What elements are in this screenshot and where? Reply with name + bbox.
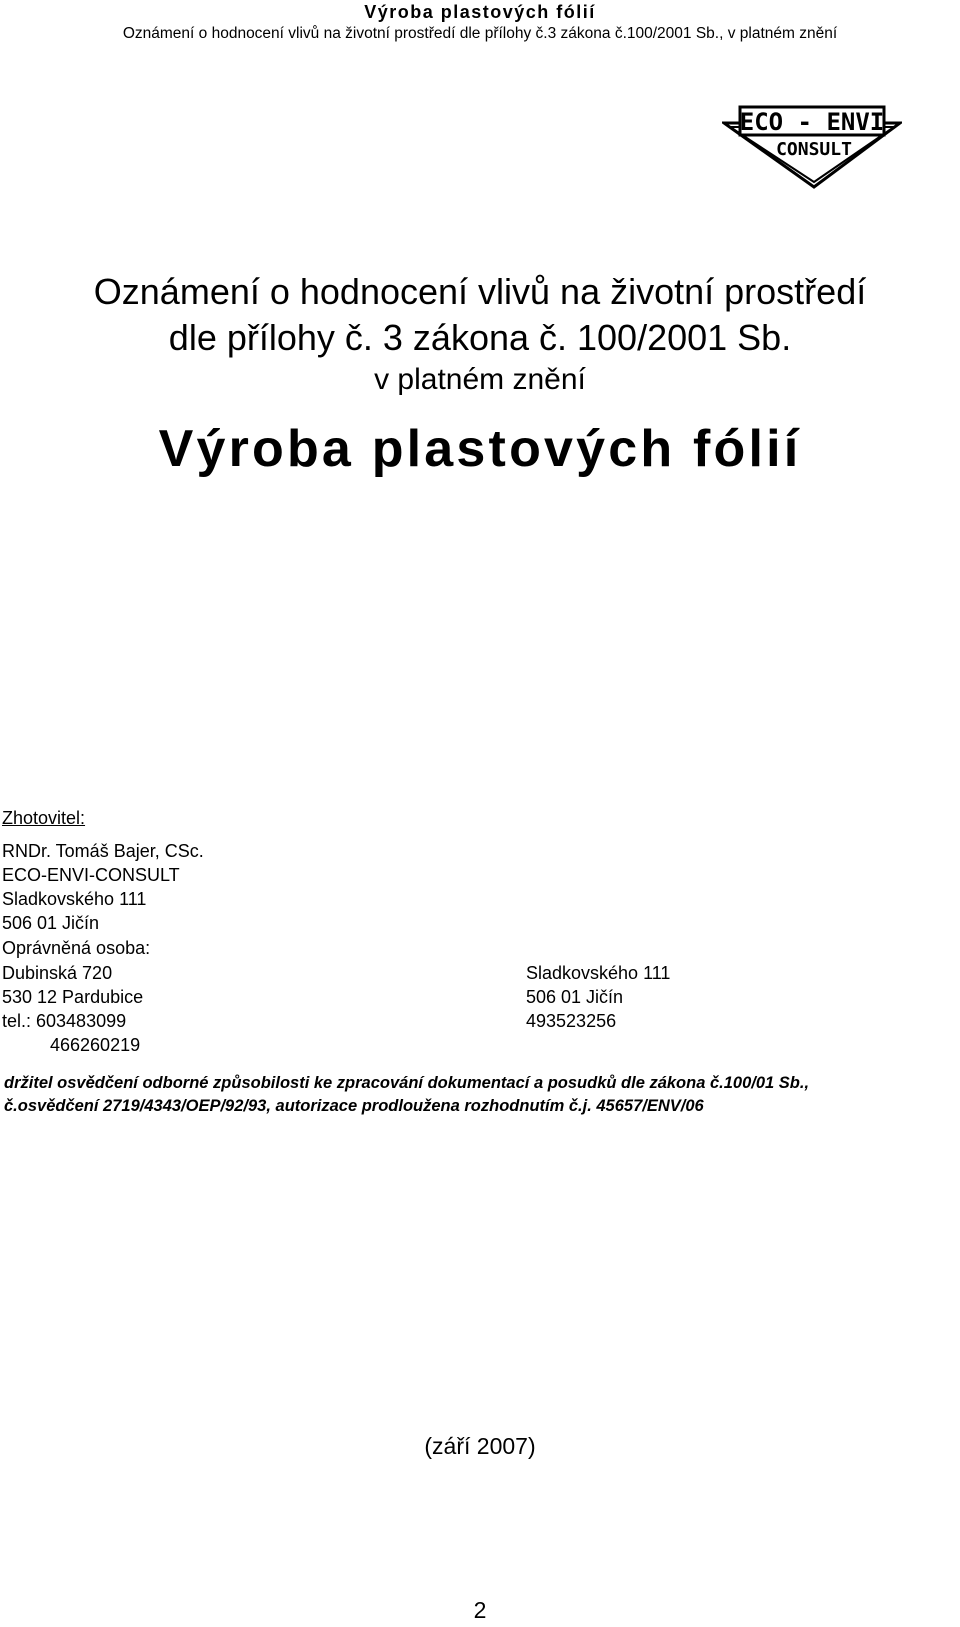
address1-city: 530 12 Pardubice [2,987,144,1007]
title-line-1: Oznámení o hodnocení vlivů na životní prostředí [93,271,867,312]
phone-3: 493523256 [526,1011,617,1031]
contractor-label: Zhotovitel: [2,808,86,828]
eco-envi-consult-logo [722,105,902,189]
phone-1: tel.: 603483099 [2,1011,127,1031]
logo-line1: ECO - ENVI [739,108,885,136]
contractor-city: 506 01 Jičín [2,913,100,933]
address1-street: Dubinská 720 [2,963,113,983]
contractor-company: ECO-ENVI-CONSULT [2,865,180,885]
running-header-title: Výroba plastových fólií [364,2,596,22]
title-line-3: v platném znění [374,363,586,396]
authorized-person-label: Oprávněná osoba: [2,938,151,958]
page-number: 2 [473,1597,487,1623]
contractor-street: Sladkovského 111 [2,889,147,909]
document-date: (září 2007) [424,1433,536,1459]
address2-city: 506 01 Jičín [526,987,624,1007]
running-header-subtitle: Oznámení o hodnocení vlivů na životní prostředí dle přílohy č.3 zákona č.100/2001 Sb., v platném znění [122,25,838,42]
contractor-name: RNDr. Tomáš Bajer, CSc. [2,841,204,861]
certificate-line-1: držitel osvědčení odborné způsobilosti ke zpracování dokumentací a posudků dle zákona č.100/01 Sb., [4,1074,810,1092]
address2-street: Sladkovského 111 [526,963,671,983]
phone-2: 466260219 [50,1035,141,1055]
certificate-line-2: č.osvědčení 2719/4343/OEP/92/93, autorizace prodloužena rozhodnutím č.j. 45657/ENV/06 [4,1097,704,1115]
logo-line2: CONSULT [776,139,852,160]
project-title: Výroba plastových fólií [158,420,802,478]
title-line-2: dle přílohy č. 3 zákona č. 100/2001 Sb. [168,317,792,358]
